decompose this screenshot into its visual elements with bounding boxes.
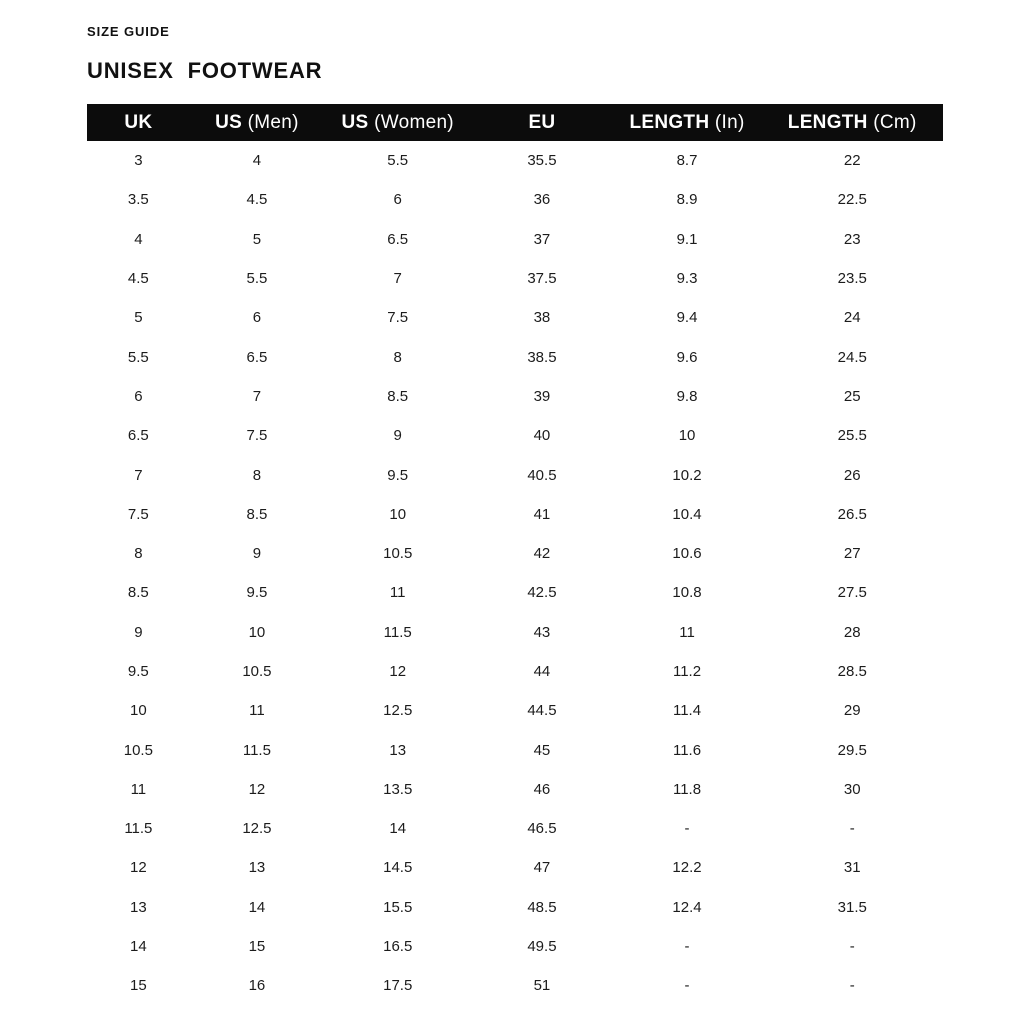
column-header-us-men bbox=[190, 104, 324, 141]
size-cell: 5.5 bbox=[127, 348, 149, 366]
size-cell: 12 bbox=[248, 780, 266, 798]
size-cell: 12 bbox=[389, 663, 407, 680]
table-row bbox=[87, 298, 943, 337]
size-cell: 49.5 bbox=[527, 938, 557, 956]
size-cell: 6.5 bbox=[127, 427, 149, 445]
size-cell: - bbox=[684, 938, 690, 956]
size-cell: 36 bbox=[533, 191, 551, 209]
size-cell: 14 bbox=[248, 898, 266, 916]
column-header-eu bbox=[471, 104, 612, 141]
size-cell: 11.5 bbox=[383, 623, 412, 641]
header-row bbox=[87, 104, 943, 141]
size-cell: 5.5 bbox=[246, 270, 268, 288]
size-cell: 12.5 bbox=[242, 820, 272, 838]
size-cell: 40.5 bbox=[527, 466, 557, 484]
size-cell: 10 bbox=[389, 505, 407, 523]
size-cell: 7.5 bbox=[387, 309, 409, 327]
size-cell: 15 bbox=[130, 977, 147, 995]
size-cell: 9.1 bbox=[676, 230, 698, 248]
size-cell: 4.5 bbox=[246, 191, 268, 209]
column-header-us-women bbox=[324, 104, 471, 141]
table-row bbox=[87, 770, 943, 809]
table-row bbox=[87, 416, 943, 455]
size-cell: 11.5 bbox=[124, 820, 153, 838]
size-cell: 35.5 bbox=[527, 152, 557, 170]
size-cell: 7 bbox=[134, 466, 143, 484]
size-cell: 16.5 bbox=[383, 938, 413, 956]
table-row bbox=[87, 691, 943, 730]
column-header-bold: EU bbox=[528, 111, 556, 133]
size-cell: 10.4 bbox=[672, 505, 702, 523]
table-row bbox=[87, 377, 943, 416]
size-cell: 14.5 bbox=[383, 859, 413, 877]
size-cell: - bbox=[849, 977, 855, 995]
size-cell: 10.5 bbox=[242, 663, 272, 680]
size-cell: 9.5 bbox=[246, 584, 268, 602]
size-cell: 8.9 bbox=[676, 191, 698, 209]
size-cell: 42.5 bbox=[527, 584, 557, 602]
size-guide-label: SIZE GUIDE bbox=[87, 24, 170, 39]
size-cell: 13 bbox=[389, 741, 407, 759]
size-cell: 10.6 bbox=[672, 545, 702, 563]
size-cell: - bbox=[849, 938, 855, 956]
size-cell: 38 bbox=[533, 309, 551, 327]
size-cell: 14 bbox=[130, 938, 147, 956]
table-row bbox=[87, 141, 943, 180]
size-cell: 23 bbox=[843, 230, 861, 248]
size-cell: 17.5 bbox=[383, 977, 413, 995]
size-cell: 5 bbox=[134, 309, 143, 327]
size-cell: 8.5 bbox=[127, 584, 149, 602]
size-cell: 12.5 bbox=[383, 702, 413, 720]
size-cell: 14 bbox=[389, 820, 407, 838]
table-row bbox=[87, 730, 943, 769]
table-row bbox=[87, 337, 943, 376]
column-header-bold: LENGTH bbox=[787, 111, 868, 133]
size-cell: 22 bbox=[843, 152, 861, 170]
column-header-bold: LENGTH bbox=[629, 111, 710, 133]
size-cell: 11.5 bbox=[242, 741, 271, 759]
size-cell: 10.2 bbox=[672, 466, 702, 484]
size-cell: 51 bbox=[533, 977, 551, 995]
size-cell: 37 bbox=[533, 230, 551, 248]
column-header-light: (Women) bbox=[368, 111, 454, 133]
size-cell: 26.5 bbox=[837, 505, 867, 523]
size-cell: 40 bbox=[533, 427, 551, 445]
table-row bbox=[87, 652, 943, 691]
size-cell: 8 bbox=[134, 545, 143, 563]
size-cell: 9.8 bbox=[676, 387, 698, 405]
size-cell: 11 bbox=[389, 584, 406, 602]
column-header-light: (Cm) bbox=[867, 111, 917, 133]
size-cell: 7.5 bbox=[127, 505, 149, 523]
size-cell: 12.4 bbox=[672, 898, 702, 916]
table-row bbox=[87, 259, 943, 298]
size-cell: 3 bbox=[134, 152, 143, 170]
table-row bbox=[87, 809, 943, 848]
size-cell: 8.5 bbox=[246, 505, 268, 523]
size-cell: 9.6 bbox=[676, 348, 698, 366]
size-cell: 28 bbox=[843, 623, 861, 641]
size-cell: 13 bbox=[130, 898, 147, 916]
size-cell: 10 bbox=[678, 427, 696, 445]
size-cell: - bbox=[684, 820, 690, 838]
size-cell: 10.5 bbox=[383, 545, 413, 563]
table-row bbox=[87, 180, 943, 219]
size-cell: 31 bbox=[843, 859, 861, 877]
size-cell: 8.5 bbox=[387, 387, 409, 405]
size-cell: 7 bbox=[393, 270, 402, 288]
size-cell: 44.5 bbox=[527, 702, 557, 720]
size-cell: 30 bbox=[843, 780, 861, 798]
column-header-bold: US bbox=[215, 111, 243, 133]
size-cell: 29.5 bbox=[837, 741, 867, 759]
size-cell: 42 bbox=[533, 545, 551, 563]
size-cell: 9.3 bbox=[676, 270, 698, 288]
size-cell: 25.5 bbox=[837, 427, 867, 445]
size-cell: 11.6 bbox=[672, 741, 702, 759]
size-cell: 10 bbox=[248, 623, 266, 641]
column-header-light: (Men) bbox=[242, 111, 299, 133]
size-cell: 9.4 bbox=[676, 309, 698, 327]
size-cell: 9 bbox=[252, 545, 262, 563]
size-cell: 43 bbox=[533, 623, 551, 641]
size-cell: 27 bbox=[843, 545, 861, 563]
size-cell: 11.8 bbox=[672, 780, 702, 798]
size-cell: 10.8 bbox=[672, 584, 702, 602]
size-cell: 23.5 bbox=[837, 270, 867, 288]
size-cell: 25 bbox=[843, 387, 861, 405]
column-header-light: (In) bbox=[709, 111, 745, 133]
size-cell: 6 bbox=[134, 387, 143, 405]
size-cell: 47 bbox=[533, 859, 551, 877]
size-table bbox=[87, 104, 943, 1006]
size-table-body bbox=[87, 141, 943, 1006]
column-header-length-in bbox=[613, 104, 762, 141]
column-header-bold: UK bbox=[124, 111, 153, 133]
size-cell: 6.5 bbox=[246, 348, 268, 366]
size-cell: 15.5 bbox=[383, 898, 413, 916]
size-cell: 8 bbox=[252, 466, 262, 484]
page-title: UNISEX FOOTWEAR bbox=[87, 58, 323, 83]
size-cell: 6 bbox=[393, 191, 402, 209]
size-cell: 4 bbox=[134, 230, 143, 248]
size-cell: 26 bbox=[843, 466, 861, 484]
size-cell: 11 bbox=[679, 623, 695, 641]
size-cell: 4 bbox=[252, 152, 262, 170]
size-cell: 6.5 bbox=[387, 230, 409, 248]
size-cell: 39 bbox=[533, 387, 551, 405]
size-cell: 4.5 bbox=[127, 270, 149, 288]
size-cell: 7.5 bbox=[246, 427, 268, 445]
size-cell: 7 bbox=[252, 387, 262, 405]
size-cell: 8 bbox=[393, 348, 402, 366]
size-table-header bbox=[87, 104, 943, 141]
size-cell: 24.5 bbox=[837, 348, 867, 366]
size-cell: 9.5 bbox=[387, 466, 409, 484]
size-cell: 27.5 bbox=[837, 584, 867, 602]
size-cell: 12 bbox=[130, 859, 147, 877]
table-row bbox=[87, 888, 943, 927]
size-cell: 28.5 bbox=[837, 663, 867, 680]
size-cell: 9 bbox=[134, 623, 143, 641]
size-cell: 46.5 bbox=[527, 820, 557, 838]
size-cell: 11.2 bbox=[672, 663, 702, 680]
column-header-uk bbox=[87, 104, 190, 141]
table-row bbox=[87, 534, 943, 573]
size-cell: 3.5 bbox=[127, 191, 149, 209]
size-cell: 11.4 bbox=[672, 702, 702, 720]
table-row bbox=[87, 966, 943, 1005]
size-cell: 16 bbox=[248, 977, 266, 995]
table-row bbox=[87, 613, 943, 652]
size-cell: - bbox=[684, 977, 690, 995]
size-cell: 13 bbox=[248, 859, 266, 877]
size-cell: 12.2 bbox=[672, 859, 702, 877]
column-header-bold: US bbox=[341, 111, 369, 133]
table-row bbox=[87, 927, 943, 966]
size-cell: 13.5 bbox=[383, 780, 413, 798]
size-cell: 11 bbox=[249, 702, 265, 720]
size-cell: - bbox=[849, 820, 855, 838]
size-cell: 41 bbox=[533, 505, 551, 523]
size-cell: 29 bbox=[843, 702, 861, 720]
size-cell: 37.5 bbox=[527, 270, 557, 288]
size-cell: 11 bbox=[130, 780, 147, 798]
size-cell: 44 bbox=[533, 663, 551, 680]
size-cell: 9.5 bbox=[127, 663, 149, 680]
size-cell: 15 bbox=[248, 938, 266, 956]
size-cell: 45 bbox=[533, 741, 551, 759]
size-cell: 10.5 bbox=[123, 741, 153, 759]
size-cell: 8.7 bbox=[676, 152, 698, 170]
size-cell: 10 bbox=[130, 702, 147, 720]
size-cell: 24 bbox=[843, 309, 861, 327]
size-cell: 5.5 bbox=[387, 152, 409, 170]
column-header-length-cm bbox=[762, 104, 944, 141]
table-row bbox=[87, 455, 943, 494]
size-cell: 38.5 bbox=[527, 348, 557, 366]
table-row bbox=[87, 220, 943, 259]
size-cell: 9 bbox=[393, 427, 402, 445]
table-row bbox=[87, 848, 943, 887]
size-cell: 46 bbox=[533, 780, 551, 798]
table-row bbox=[87, 573, 943, 612]
size-cell: 48.5 bbox=[527, 898, 557, 916]
size-cell: 31.5 bbox=[837, 898, 867, 916]
size-cell: 6 bbox=[252, 309, 262, 327]
size-cell: 22.5 bbox=[837, 191, 867, 209]
size-cell: 5 bbox=[252, 230, 262, 248]
table-row bbox=[87, 495, 943, 534]
